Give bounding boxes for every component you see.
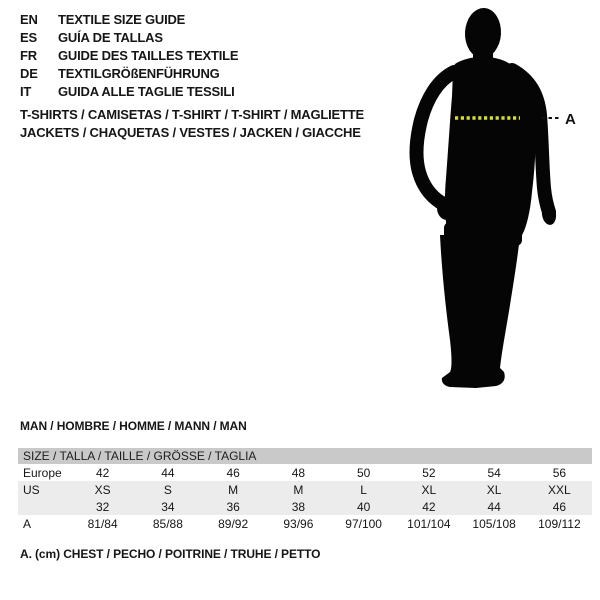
language-row — [20, 29, 238, 47]
category-jackets: JACKETS / CHAQUETAS / VESTES / JACKEN / GIACCHE — [20, 125, 361, 140]
size-cell: M — [201, 481, 266, 498]
size-cell: 44 — [161, 465, 175, 480]
size-cell: 48 — [291, 465, 306, 480]
size-cell: 38 — [266, 498, 331, 515]
row-label: Europe — [23, 465, 62, 480]
size-cell: 40 — [331, 498, 396, 515]
table-row-chest-cm — [18, 515, 592, 532]
size-cell: 101/104 — [407, 516, 451, 531]
size-cell: M — [266, 481, 331, 498]
size-cell: 42 — [95, 465, 110, 480]
size-cell: S — [135, 481, 200, 498]
language-label: GUIDA ALLE TAGLIE TESSILI — [58, 84, 235, 99]
size-cell: XL — [462, 481, 527, 498]
size-cell: 32 — [70, 498, 135, 515]
row-label — [18, 498, 70, 515]
table-row-europe — [18, 464, 592, 481]
language-row — [20, 83, 238, 101]
size-cell: 34 — [135, 498, 200, 515]
size-cell: 109/112 — [538, 516, 581, 531]
size-cell: XXL — [527, 481, 592, 498]
language-list — [20, 11, 238, 101]
size-cell: 105/108 — [472, 516, 516, 531]
language-code: ES — [20, 30, 37, 45]
size-cell: 97/100 — [345, 516, 382, 531]
size-cell: 46 — [527, 498, 592, 515]
size-cell: 89/92 — [218, 516, 249, 531]
language-label: TEXTILE SIZE GUIDE — [58, 12, 186, 27]
man-silhouette — [417, 7, 558, 388]
size-cell: 36 — [201, 498, 266, 515]
table-row-us — [18, 481, 592, 498]
man-silhouette-figure — [400, 0, 600, 430]
category-lines — [20, 106, 364, 142]
language-code: IT — [20, 84, 32, 99]
category-tshirts: T-SHIRTS / CAMISETAS / T-SHIRT / T-SHIRT / MAGLIETTE — [20, 107, 364, 122]
size-cell: 85/88 — [152, 516, 183, 531]
size-cell: 44 — [462, 498, 527, 515]
language-row — [20, 65, 238, 83]
size-cell: 54 — [487, 465, 501, 480]
table-row-us-numeric — [18, 498, 592, 515]
language-label: GUIDE DES TAILLES TEXTILE — [58, 48, 239, 63]
size-cell: XS — [70, 481, 135, 498]
size-cell: 81/84 — [87, 516, 118, 531]
language-code: FR — [20, 48, 37, 63]
language-row — [20, 11, 238, 29]
measure-footnote: A. (cm) CHEST / PECHO / POITRINE / TRUHE / PETTO — [20, 547, 321, 561]
language-label: TEXTILGRÖßENFÜHRUNG — [58, 66, 220, 81]
language-row — [20, 47, 238, 65]
size-table — [18, 448, 592, 532]
language-label: GUÍA DE TALLAS — [58, 30, 163, 45]
size-cell: 52 — [422, 465, 436, 480]
size-cell: 42 — [396, 498, 461, 515]
size-cell: 46 — [226, 465, 240, 480]
size-table-header: SIZE / TALLA / TAILLE / GRÖSSE / TAGLIA — [18, 448, 592, 464]
language-code: DE — [20, 66, 38, 81]
size-cell: 93/96 — [283, 516, 314, 531]
size-cell: 56 — [552, 465, 567, 480]
section-title-man: MAN / HOMBRE / HOMME / MANN / MAN — [20, 419, 247, 433]
row-label: A — [23, 516, 32, 531]
language-code: EN — [20, 12, 38, 27]
size-cell: 50 — [356, 465, 371, 480]
row-label: US — [18, 481, 70, 498]
size-cell: XL — [396, 481, 461, 498]
size-cell: L — [331, 481, 396, 498]
measure-label-a: A — [565, 111, 576, 128]
